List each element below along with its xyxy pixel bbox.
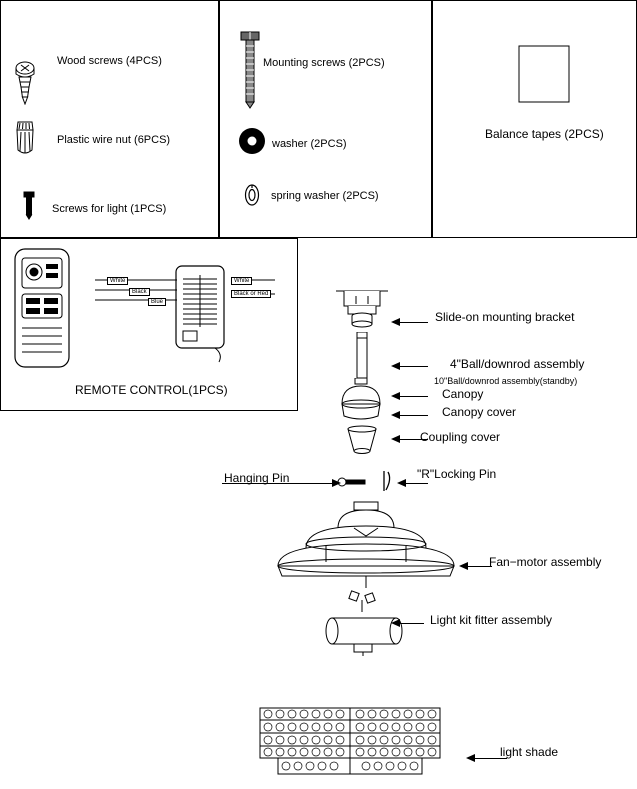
balance-tape-icon [518, 45, 570, 103]
callout-light-kit-fitter-assembly: Light kit fitter assembly [430, 613, 553, 627]
parts-label-washer: washer (2PCS) [272, 138, 347, 150]
callout-coupling-cover: Coupling cover [420, 430, 501, 444]
fan-motor-assembly-part [266, 500, 466, 590]
arrow-downrod [400, 366, 428, 367]
parts-label-spring-washer: spring washer (2PCS) [271, 190, 379, 202]
wire-label-black: Black [129, 288, 150, 296]
wire-label-white-2: White [231, 277, 252, 285]
arrow-mounting-bracket [400, 322, 428, 323]
callout-r-locking-pin: "R"Locking Pin [417, 467, 497, 481]
downrod-part [350, 332, 374, 382]
callout-slide-on-mounting-bracket: Slide-on mounting bracket [435, 310, 575, 324]
parts-label-mounting-screws: Mounting screws (2PCS) [263, 57, 385, 69]
arrow-canopy-cover [400, 415, 428, 416]
light-screw-icon [20, 190, 38, 222]
parts-label-wood-screws: Wood screws (4PCS) [57, 55, 162, 67]
hanging-pin-part [337, 473, 367, 491]
wire-label-white-1: White [107, 277, 128, 285]
parts-box-right [432, 0, 637, 238]
washer-icon [238, 127, 266, 155]
arrow-canopy [400, 396, 428, 397]
callout-ball-downrod-standby: 10"Ball/downrod assembly(standby) [434, 376, 578, 386]
parts-label-light-screws: Screws for light (1PCS) [52, 203, 167, 215]
canopy-part [330, 378, 392, 426]
mounting-screw-icon [238, 30, 262, 110]
wood-screw-icon [10, 30, 40, 105]
callout-light-shade: light shade [500, 745, 559, 759]
remote-handset [14, 248, 70, 368]
arrow-light-kit-fitter [400, 623, 424, 624]
mounting-bracket-part [336, 288, 388, 334]
parts-label-balance-tapes: Balance tapes (2PCS) [485, 127, 604, 141]
wire-label-blue: Blue [148, 298, 166, 306]
callout-canopy: Canopy [442, 387, 484, 401]
coupling-cover-part [345, 425, 379, 455]
callout-canopy-cover: Canopy cover [442, 405, 517, 419]
light-shade-part [250, 700, 450, 780]
parts-label-wire-nut: Plastic wire nut (6PCS) [57, 134, 171, 146]
remote-control-caption: REMOTE CONTROL(1PCS) [75, 383, 228, 397]
wire-label-black-or-red: Black or Red [231, 290, 271, 298]
callout-fan-motor-assembly: Fan−motor assembly [489, 555, 602, 569]
callout-hanging-pin: Hanging Pin [224, 471, 290, 485]
wire-nut-icon [12, 118, 38, 160]
r-locking-pin-part [379, 470, 393, 492]
arrow-r-locking-pin [406, 483, 428, 484]
callout-ball-downrod-assembly: 4"Ball/downrod assembly [450, 357, 585, 371]
spring-washer-icon [242, 182, 262, 208]
